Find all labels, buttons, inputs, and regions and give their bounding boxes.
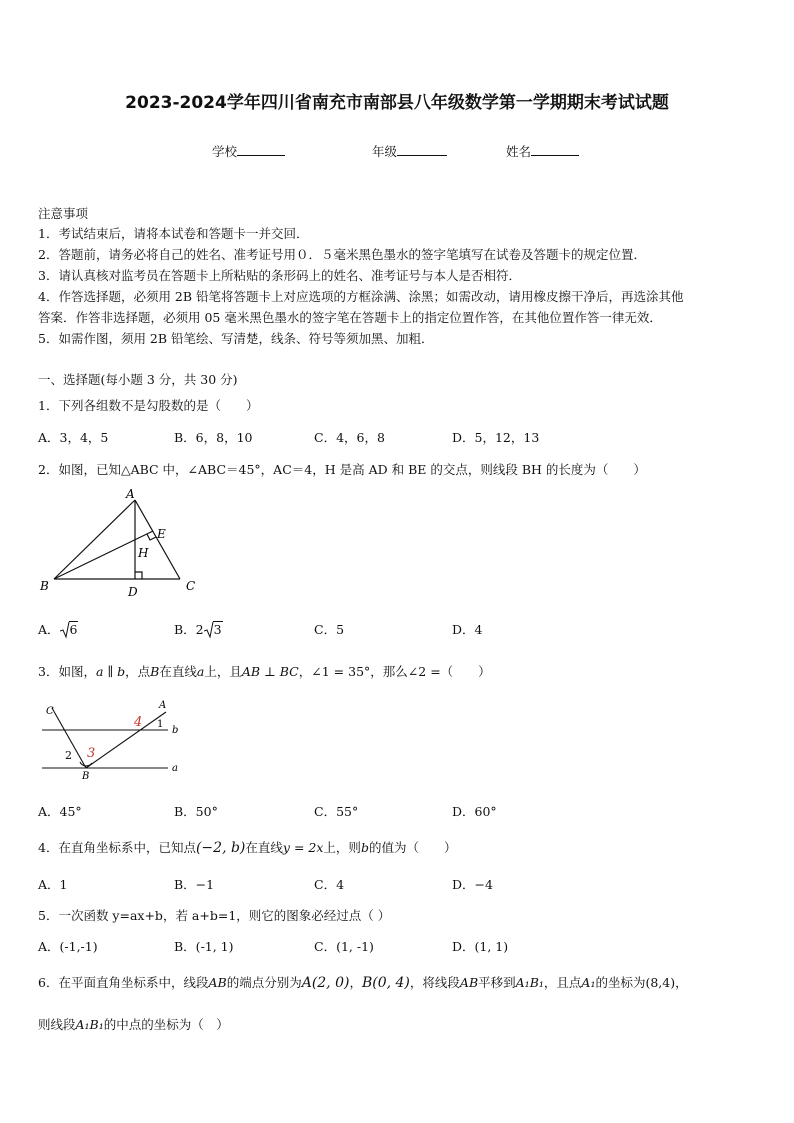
notice-heading: 注意事项 (38, 206, 89, 221)
q3-var-b: b (117, 664, 126, 679)
label-angle-4: 4 (134, 715, 143, 730)
school-blank (237, 143, 285, 156)
name-blank (531, 143, 579, 156)
notice-item: 4．作答选择题，必须用 2B 铅笔将答题卡上对应选项的方框涂满、涂黑；如需改动，请用橡皮擦干净后，再选涂其他 (38, 289, 684, 304)
q3-point-b: B (150, 664, 160, 679)
q1-option-a: A．3，4，5 (38, 430, 109, 445)
q6-segment-a1b1: A₁B₁ (75, 1017, 104, 1032)
line-ab (86, 712, 166, 768)
q4-var: b (360, 840, 369, 855)
q6-text: 则线段 (38, 1017, 76, 1032)
radical-sign-icon (60, 621, 70, 639)
q4-option-a: A．1 (38, 877, 68, 892)
q1-option-c: C．4，6，8 (314, 430, 385, 445)
q3-text: 3．如图， (38, 664, 96, 679)
q6-point-a1: A₁ (581, 975, 596, 990)
label-d: D (128, 585, 138, 599)
q4-option-b: B．−1 (174, 877, 215, 892)
q2-option-a (38, 620, 78, 638)
q4-option-d: D．−4 (452, 877, 493, 892)
label-a: A (126, 487, 135, 501)
label-c: C (46, 706, 54, 717)
q6-text: 平移到 (478, 975, 516, 990)
q3-text: 在直线 (159, 664, 197, 679)
right-angle-arc (80, 762, 92, 766)
q6-text: ，将线段 (409, 975, 460, 990)
sqrt-3 (204, 622, 223, 637)
side-ab (54, 500, 135, 579)
label-angle-3: 3 (87, 746, 96, 761)
q5-option-c: C．(1, -1) (314, 939, 374, 954)
q3-text: ，点 (125, 664, 151, 679)
q5-option-a: A．(-1,-1) (38, 939, 98, 954)
q3-option-a: A．45° (38, 804, 82, 819)
q6-segment-ab: AB (208, 975, 227, 990)
q3-var-a: a (196, 664, 205, 679)
section-title: 一、选择题(每小题 3 分，共 30 分) (38, 372, 238, 387)
q1-option-d: D．5，12，13 (452, 430, 540, 445)
q3-text: 上，且 (204, 664, 242, 679)
q3-text: ， (298, 664, 312, 679)
q4-text: 上，则 (323, 840, 361, 855)
q3-var-a: a (95, 664, 104, 679)
question-4-stem (38, 838, 456, 856)
sqrt-6 (60, 622, 79, 637)
q6-text: ， (349, 975, 362, 990)
label-angle-2: 2 (65, 749, 72, 762)
q4-option-c: C．4 (314, 877, 345, 892)
question-6-line-2 (38, 1015, 229, 1033)
q6-point-a: A(2, 0) (301, 975, 350, 991)
label-e: E (157, 527, 166, 541)
q5-option-b: B．(-1, 1) (174, 939, 234, 954)
school-label: 学校 (212, 144, 238, 159)
q4-text: 在直线 (245, 840, 283, 855)
q6-text: 的坐标为(8,4)， (595, 975, 688, 990)
label-line-b: b (172, 725, 179, 736)
radical-sign-icon (204, 621, 214, 639)
q3-text: ，那么 (370, 664, 408, 679)
q3-angle-1: ∠1 = 35° (311, 664, 371, 679)
q3-parallel: ∥ (103, 664, 118, 679)
q3-perp: AB ⊥ BC (241, 664, 299, 679)
question-2-stem: 2．如图，已知△ABC 中，∠ABC＝45°，AC＝4，H 是高 AD 和 BE 的交点，则线段 BH 的长度为（ ） (38, 462, 646, 477)
name-label: 姓名 (506, 144, 532, 159)
q3-angle-2: ∠2 (407, 664, 427, 679)
radicand: 3 (213, 622, 222, 637)
notice-item: 5．如需作图，须用 2B 铅笔绘、写清楚，线条、符号等须加黑、加粗． (38, 331, 434, 346)
q2-option-b-label: B．2 (174, 622, 204, 637)
q2-option-c: C．5 (314, 622, 345, 637)
q5-option-d: D．(1, 1) (452, 939, 509, 954)
grade-blank (397, 143, 447, 156)
q6-text: 6．在平面直角坐标系中，线段 (38, 975, 209, 990)
label-b: B (40, 579, 49, 593)
q3-option-c: C．55° (314, 804, 359, 819)
q2-option-b (174, 620, 223, 638)
label-c: C (186, 579, 196, 593)
grade-label: 年级 (372, 144, 398, 159)
label-b-point: B (82, 771, 90, 782)
label-h: H (138, 546, 149, 560)
question-5-stem: 5．一次函数 y=ax+b，若 a+b=1，则它的图象必经过点（ ） (38, 908, 391, 923)
grade-field (372, 142, 447, 160)
q4-point: (−2, b) (195, 840, 246, 856)
label-a-point: A (159, 700, 167, 711)
notice-item: 2．答题前，请务必将自己的姓名、准考证号用０．５毫米黑色墨水的签字笔填写在试卷及答题卡的规定位置． (38, 247, 646, 262)
q2-option-d: D．4 (452, 622, 483, 637)
right-angle-d (135, 572, 142, 579)
question-6-line-1 (38, 973, 688, 991)
q4-line: y = 2x (282, 840, 324, 855)
q6-text: ，且点 (543, 975, 582, 990)
q3-option-b: B．50° (174, 804, 218, 819)
triangle-figure (36, 486, 206, 602)
q1-option-b: B．6，8，10 (174, 430, 253, 445)
radicand: 6 (69, 622, 78, 637)
question-1-stem: 1．下列各组数不是勾股数的是（ ） (38, 398, 259, 413)
q6-segment-a1b1: A₁B₁ (515, 975, 544, 990)
q3-option-d: D．60° (452, 804, 497, 819)
q4-text: 4．在直角坐标系中，已知点 (38, 840, 196, 855)
label-line-a: a (172, 763, 178, 774)
q2-option-a-label: A． (38, 622, 60, 637)
question-3-stem (38, 662, 491, 680)
q6-point-b: B(0, 4) (361, 975, 410, 991)
label-angle-1: 1 (157, 719, 164, 730)
notice-item: 3．请认真核对监考员在答题卡上所粘贴的条形码上的姓名、准考证号与本人是否相符． (38, 268, 521, 283)
name-field (506, 142, 579, 160)
q6-segment-ab: AB (459, 975, 479, 990)
q3-text: =（ ） (426, 664, 491, 679)
school-field (212, 142, 285, 160)
page-title: 2023-2024学年四川省南充市南部县八年级数学第一学期期末考试试题 (125, 93, 669, 113)
notice-item: 1．考试结束后，请将本试卷和答题卡一并交回． (38, 226, 309, 241)
q4-text: 的值为（ ） (368, 840, 457, 855)
q6-text: 的中点的坐标为（ ） (103, 1017, 229, 1032)
q6-text: 的端点分别为 (226, 975, 302, 990)
notice-item: 答案．作答非选择题，必须用 05 毫米黑色墨水的签字笔在答题卡上的指定位置作答，在其他位置作答一律无效． (38, 310, 662, 325)
parallel-lines-figure (36, 696, 186, 786)
